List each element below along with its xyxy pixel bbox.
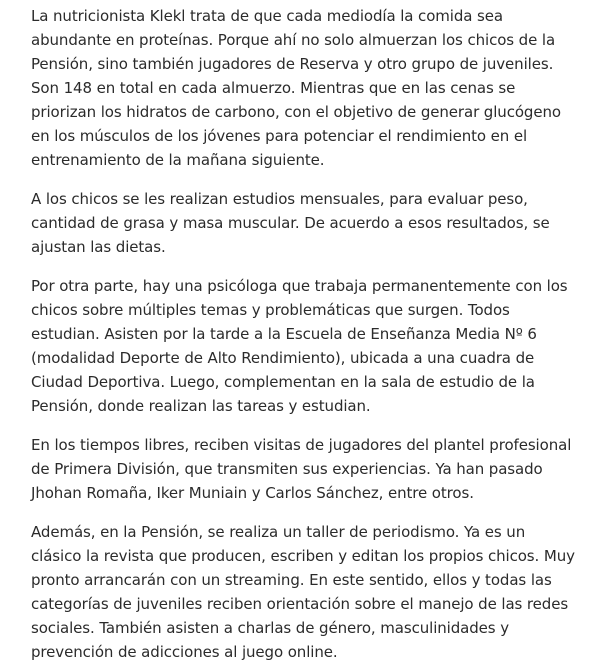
paragraph-psychologist-school: Por otra parte, hay una psicóloga que trabaja permanentemente con los chicos sobre múltiples temas y problemáticas que surgen. Todos estudian. Asisten por la tarde a la Escuela de Enseñanza Media Nº 6 (modalidad Deporte de Alto Rendimiento), ubicada a una cuadra de Ciudad Deportiva. Luego, complementan en la sala de estudio de la Pensión, donde realizan las tareas y estudian. bbox=[31, 277, 568, 415]
paragraph-free-time-visits: En los tiempos libres, reciben visitas de jugadores del plantel profesional de Primera División, que transmiten sus experiencias. Ya han pasado Jhohan Romaña, Iker Muniain y Carlos Sánchez, entre otros. bbox=[31, 436, 572, 502]
paragraph-nutrition: La nutricionista Klekl trata de que cada mediodía la comida sea abundante en proteínas. Porque ahí no solo almuerzan los chicos de la Pensión, sino también jugadores de Reserva y otro grupo de juveniles. Son 148 en total en cada almuerzo. Mientras que en las cenas se priorizan los hidratos de carbono, con el objetivo de generar glucógeno en los músculos de los jóvenes para potenciar el rendimiento en el entrenamiento de la mañana siguiente. bbox=[31, 7, 561, 169]
paragraph-journalism-workshop: Además, en la Pensión, se realiza un taller de periodismo. Ya es un clásico la revista que producen, escriben y editan los propios chicos. Muy pronto arrancarán con un streaming. En este sentido, ellos y todas las categorías de juveniles reciben orientación sobre el manejo de las redes sociales. También asisten a charlas de género, masculinidades y prevención de adicciones al juego online. bbox=[31, 523, 575, 661]
paragraph-monthly-studies: A los chicos se les realizan estudios mensuales, para evaluar peso, cantidad de grasa y masa muscular. De acuerdo a esos resultados, se ajustan las dietas. bbox=[31, 190, 550, 256]
